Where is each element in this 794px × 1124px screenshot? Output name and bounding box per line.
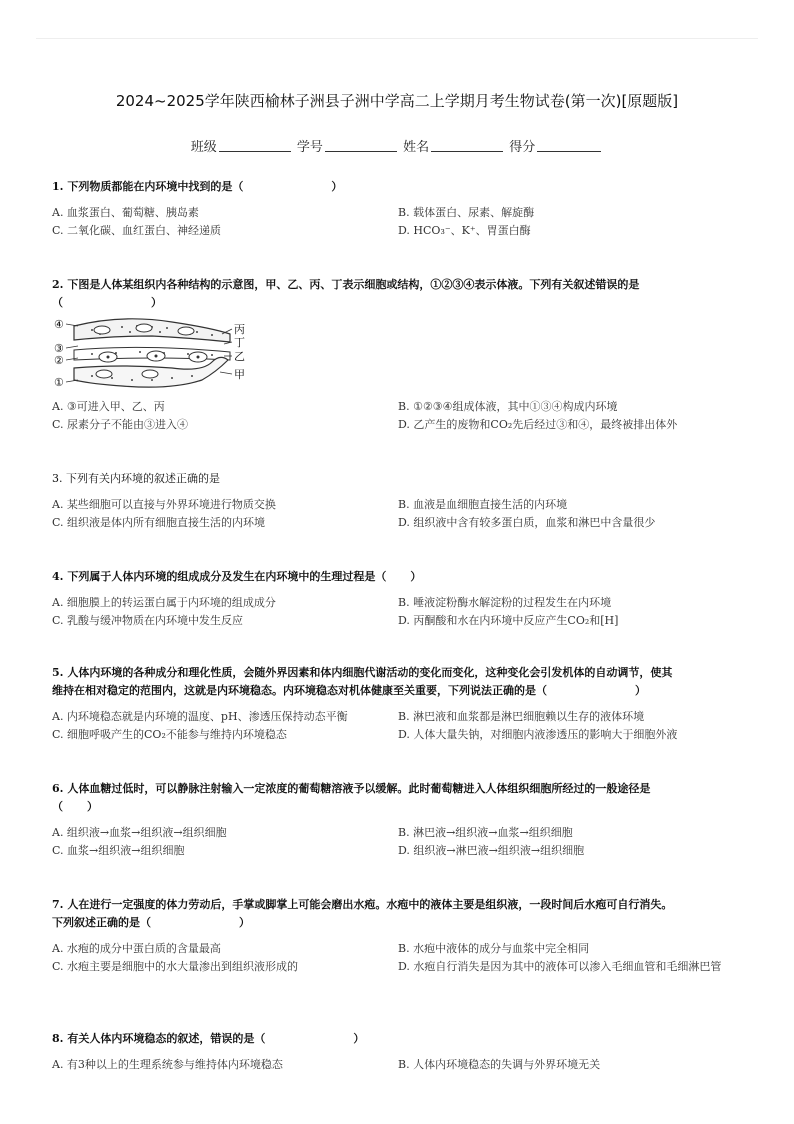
question-5 [52, 664, 712, 741]
option-d[interactable]: D. 组织液→淋巴液→组织液→组织细胞 [398, 844, 585, 857]
question-stem: 2. 下图是人体某组织内各种结构的示意图，甲、乙、丙、丁表示细胞或结构，①②③④表示体液。下列有关叙述错误的是 （ ） [52, 278, 640, 309]
question-3 [52, 470, 712, 529]
option-b[interactable]: B. 血液是血细胞直接生活的内环境 [398, 498, 568, 511]
question-stem: 6. 人体血糖过低时，可以静脉注射输入一定浓度的葡萄糖溶液予以缓解。此时葡萄糖进入人体组织细胞所经过的一般途径是 （ ） [52, 782, 651, 813]
option-b[interactable]: B. 淋巴液和血浆都是淋巴细胞赖以生存的液体环境 [398, 710, 645, 723]
option-c[interactable]: C. 乳酸与缓冲物质在内环境中发生反应 [52, 614, 244, 627]
question-2 [52, 276, 712, 312]
option-d[interactable]: D. 乙产生的废物和CO₂先后经过③和④，最终被排出体外 [398, 418, 678, 431]
option-b[interactable]: B. 淋巴液→组织液→血浆→组织细胞 [398, 826, 573, 839]
question-6 [52, 780, 712, 857]
score-blank[interactable] [537, 139, 601, 152]
option-a[interactable]: A. 血浆蛋白、葡萄糖、胰岛素 [52, 206, 199, 219]
class-label: 班级 [190, 140, 217, 155]
option-a[interactable]: A. 水疱的成分中蛋白质的含量最高 [52, 942, 221, 955]
header-rule [36, 38, 758, 39]
option-c[interactable]: C. 细胞呼吸产生的CO₂不能参与维持内环境稳态 [52, 728, 287, 741]
option-b[interactable]: B. 载体蛋白、尿素、解旋酶 [398, 206, 535, 219]
option-a[interactable]: A. ③可进入甲、乙、丙 [52, 400, 165, 413]
option-b[interactable]: B. 人体内环境稳态的失调与外界环境无关 [398, 1058, 601, 1071]
label-ding: 丁 [234, 336, 245, 349]
label-jia: 甲 [234, 368, 245, 381]
label-2: ② [54, 354, 64, 367]
option-c[interactable]: C. 二氧化碳、血红蛋白、神经递质 [52, 224, 222, 237]
option-a[interactable]: A. 细胞膜上的转运蛋白属于内环境的组成成分 [52, 596, 276, 609]
score-label: 得分 [509, 140, 536, 155]
option-a[interactable]: A. 有3种以上的生理系统参与维持体内环境稳态 [52, 1058, 283, 1071]
number-blank[interactable] [325, 139, 397, 152]
question-8 [52, 1030, 712, 1071]
question-stem: 7. 人在进行一定强度的体力劳动后，手掌或脚掌上可能会磨出水疱。水疱中的液体主要是组织液，一段时间后水疱可自行消失。 下列叙述正确的是（ ） [52, 898, 673, 929]
label-4: ④ [54, 318, 64, 331]
option-b[interactable]: B. ①②③④组成体液，其中①③④构成内环境 [398, 400, 618, 413]
question-7 [52, 896, 722, 973]
option-d[interactable]: D. 水疱自行消失是因为其中的液体可以渗入毛细血管和毛细淋巴管 [398, 960, 722, 973]
number-label: 学号 [296, 140, 323, 155]
option-c[interactable]: C. 组织液是体内所有细胞直接生活的内环境 [52, 516, 266, 529]
option-a[interactable]: A. 某些细胞可以直接与外界环境进行物质交换 [52, 498, 276, 511]
option-c[interactable]: C. 尿素分子不能由③进入④ [52, 418, 189, 431]
option-c[interactable]: C. 水疱主要是细胞中的水大量渗出到组织液形成的 [52, 960, 299, 973]
class-blank[interactable] [219, 139, 291, 152]
question-stem: 3. 下列有关内环境的叙述正确的是 [52, 472, 220, 485]
option-d[interactable]: D. 丙酮酸和水在内环境中反应产生CO₂和[H] [398, 614, 619, 627]
option-b[interactable]: B. 唾液淀粉酶水解淀粉的过程发生在内环境 [398, 596, 612, 609]
question-stem: 5. 人体内环境的各种成分和理化性质，会随外界因素和体内细胞代谢活动的变化而变化，这种变化会引发机体的自动调节，使其 维持在相对稳定的范围内，这就是内环境稳态。内环境稳态对机体健康至关重要，下列说法正确的是（ ） [52, 666, 673, 697]
page-title: 2024~2025学年陕西榆林子洲县子洲中学高二上学期月考生物试卷(第一次)[原题版] [115, 92, 679, 110]
option-c[interactable]: C. 血浆→组织液→组织细胞 [52, 844, 185, 857]
label-yi: 乙 [234, 350, 245, 363]
option-d[interactable]: D. HCO₃⁻、K⁺、胃蛋白酶 [398, 224, 531, 237]
name-blank[interactable] [431, 139, 503, 152]
option-a[interactable]: A. 组织液→血浆→组织液→组织细胞 [52, 826, 227, 839]
question-1 [52, 178, 712, 237]
label-1: ① [54, 376, 64, 389]
tissue-structure-diagram [52, 316, 272, 392]
option-d[interactable]: D. 组织液中含有较多蛋白质，血浆和淋巴中含量很少 [398, 516, 656, 529]
option-d[interactable]: D. 人体大量失钠，对细胞内液渗透压的影响大于细胞外液 [398, 728, 678, 741]
label-3: ③ [54, 342, 64, 355]
question-stem: 1. 下列物质都能在内环境中找到的是（ ） [52, 180, 343, 193]
option-b[interactable]: B. 水疱中液体的成分与血浆中完全相同 [398, 942, 590, 955]
question-stem: 8. 有关人体内环境稳态的叙述，错误的是（ ） [52, 1032, 365, 1045]
name-label: 姓名 [403, 140, 430, 155]
question-4 [52, 568, 712, 627]
label-bing: 丙 [234, 323, 245, 336]
option-a[interactable]: A. 内环境稳态就是内环境的温度、pH、渗透压保持动态平衡 [52, 710, 348, 723]
question-stem: 4. 下列属于人体内环境的组成成分及发生在内环境中的生理过程是（ ） [52, 570, 422, 583]
student-info-line [0, 136, 794, 155]
